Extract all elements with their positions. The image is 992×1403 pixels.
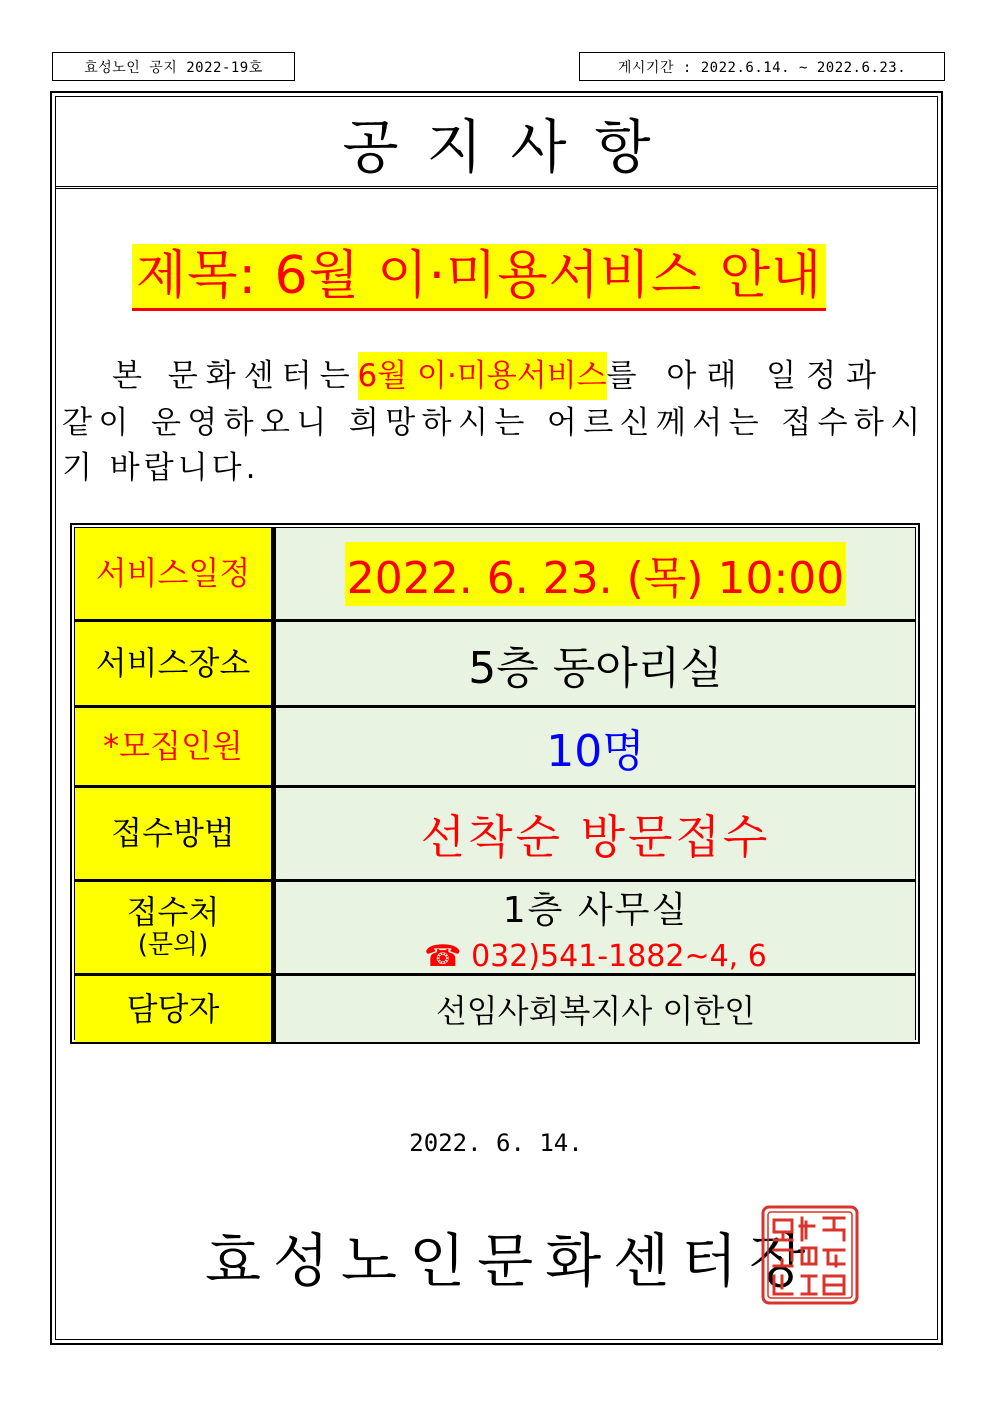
organization-signature: 효성노인문화센터장 <box>205 1227 818 1295</box>
method-label: 접수방법 <box>75 788 276 879</box>
manager-cell <box>276 976 915 1042</box>
table-row-recruit <box>75 708 915 788</box>
table-row-place <box>75 622 915 708</box>
notice-date: 2022. 6. 14. <box>409 1129 583 1157</box>
manager-value: 선임사회복지사 이한인 <box>435 992 756 1030</box>
table-row-desk <box>75 882 915 976</box>
method-value: 선착순 방문접수 <box>420 809 771 864</box>
intro-line-1-pre: 본 문화센터는 <box>112 358 358 394</box>
desk-phone-line <box>424 939 767 974</box>
intro-highlight: 6월 이·미용서비스 <box>358 352 607 400</box>
desk-cell <box>276 882 915 973</box>
schedule-label: 서비스일정 <box>75 528 276 619</box>
table-row-manager <box>75 976 915 1042</box>
schedule-table <box>70 523 920 1044</box>
table-row-method <box>75 788 915 882</box>
recruit-value: 10명 <box>546 725 645 777</box>
recruit-cell <box>276 708 915 785</box>
intro-line-1 <box>62 352 928 400</box>
page-title: 공지사항 <box>56 97 937 189</box>
manager-label: 담당자 <box>75 976 276 1042</box>
subject-heading: 제목: 6월 이·미용서비스 안내 <box>132 244 826 311</box>
official-seal-icon <box>760 1204 860 1306</box>
intro-line-3: 기 바랍니다. <box>62 450 260 486</box>
posting-period: 게시기간 : 2022.6.14. ~ 2022.6.23. <box>579 52 945 81</box>
schedule-value: 2022. 6. 23. (목) 10:00 <box>345 542 847 606</box>
place-label: 서비스장소 <box>75 622 276 705</box>
desk-value: 1층 사무실 <box>502 889 689 931</box>
desk-label: 접수처 <box>126 893 220 932</box>
phone-icon: ☎ <box>424 938 462 974</box>
desk-sublabel: (문의) <box>137 929 209 960</box>
place-cell <box>276 622 915 705</box>
recruit-label: *모집인원 <box>75 708 276 785</box>
place-value: 5층 동아리실 <box>468 642 723 694</box>
intro-line-2: 같이 운영하오니 희망하시는 어르신께서는 접수하시 <box>62 405 927 441</box>
schedule-cell <box>276 528 915 619</box>
desk-label-cell <box>75 882 276 973</box>
method-cell <box>276 788 915 879</box>
desk-phone: 032)541-1882~4, 6 <box>471 938 767 974</box>
notice-number: 효성노인 공지 2022-19호 <box>52 52 295 81</box>
table-row-schedule <box>75 528 915 622</box>
intro-line-1-post: 를 아래 일정과 <box>606 358 886 394</box>
